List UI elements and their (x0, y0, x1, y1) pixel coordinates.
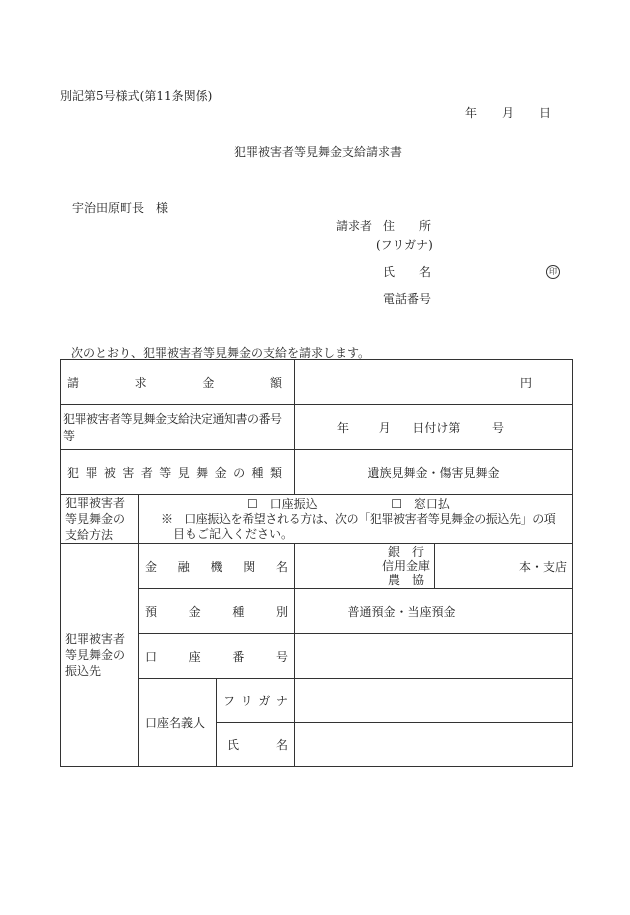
requester-address-label: 住 所 (383, 219, 432, 233)
account-input-cell[interactable] (295, 634, 573, 679)
date-day: 日 (539, 106, 552, 120)
holder-name-char: 氏 (227, 738, 240, 752)
amount-row (61, 360, 573, 405)
furigana-label-char: ガ (258, 694, 271, 708)
decision-year: 年 (337, 420, 350, 435)
branch-label: 本・支店 (519, 559, 568, 574)
amount-label-char: 額 (270, 375, 283, 390)
decision-label-cell (61, 405, 295, 450)
amount-label-char: 金 (202, 375, 215, 390)
seal-mark: 印 (546, 263, 560, 279)
dest-label-line: 犯罪被害者 (65, 632, 126, 646)
intro-text: 次のとおり、犯罪被害者等見舞金の支給を請求します。 (71, 346, 371, 360)
amount-label-cell (61, 360, 295, 405)
type-label-char: 等 (159, 465, 172, 480)
bank-type-agri: 農協 (388, 573, 437, 587)
type-label-char: 種 (251, 465, 264, 480)
form-number: 別記第5号様式(第11条関係) (60, 89, 213, 103)
type-label-char: の (233, 465, 246, 480)
method-row (61, 495, 573, 544)
bank-label-char: 名 (276, 559, 289, 574)
type-label-char: 罪 (85, 465, 98, 480)
method-note-line2: 目もご記入ください。 (173, 526, 294, 541)
bank-label-cell (139, 544, 295, 589)
transfer-option-label: 口座振込 (269, 496, 318, 511)
type-label-char: 者 (140, 465, 153, 480)
deposit-label-char: 別 (276, 604, 289, 619)
decision-month: 月 (378, 420, 391, 435)
account-label-char: 座 (188, 649, 201, 664)
type-label-char: 犯 (67, 465, 80, 480)
furigana-label-char: フ (223, 694, 236, 708)
deposit-label-cell (139, 589, 295, 634)
amount-label-char: 請 (67, 375, 80, 390)
bank-label-char: 機 (210, 559, 223, 574)
branch-cell[interactable] (435, 544, 573, 589)
type-value-cell[interactable] (295, 450, 573, 495)
type-label-char: 被 (103, 465, 116, 480)
holder-label-cell (139, 679, 217, 767)
claim-table (60, 359, 573, 767)
deposit-value: 普通預金・当座預金 (347, 604, 456, 619)
type-label-char: 舞 (196, 465, 209, 480)
dest-label-cell (61, 544, 139, 767)
requester-furigana-label: (フリガナ) (376, 238, 433, 252)
counter-checkbox[interactable]: ☐ (391, 496, 403, 511)
dest-label-line: 振込先 (65, 664, 102, 678)
type-label-char: 見 (177, 465, 190, 480)
decision-row (61, 405, 573, 450)
method-options-cell (139, 495, 573, 544)
bank-label-char: 金 (145, 559, 158, 574)
decision-day-no: 日付け第 (412, 420, 461, 435)
bank-type-cell[interactable] (295, 544, 435, 589)
decision-label: 犯罪被害者等見舞金支給決定通知書の番号等 (63, 412, 282, 443)
requester-label: 請求者 (336, 219, 373, 233)
deposit-label-char: 金 (188, 604, 201, 619)
method-label-line: 支給方法 (65, 528, 114, 542)
bank-row (61, 544, 573, 589)
deposit-label-char: 種 (232, 604, 245, 619)
date-month: 月 (502, 106, 515, 120)
decision-input-cell[interactable] (295, 405, 573, 450)
holder-furigana-label-cell (217, 679, 295, 723)
account-label-char: 口 (145, 649, 158, 664)
bank-type-bank: 銀行 (388, 545, 437, 559)
date-year: 年 (465, 106, 478, 120)
furigana-label-char: リ (240, 694, 253, 708)
requester-phone-label: 電話番号 (383, 292, 432, 306)
transfer-checkbox[interactable]: ☐ (247, 496, 258, 511)
deposit-value-cell[interactable] (295, 589, 573, 634)
decision-no-unit: 号 (492, 420, 505, 435)
type-label-char: 金 (214, 465, 227, 480)
requester-name-label: 氏 名 (383, 265, 432, 279)
method-label-line: 等見舞金の (65, 512, 126, 526)
holder-name-input-cell[interactable] (295, 723, 573, 767)
amount-input-cell[interactable] (295, 360, 573, 405)
holder-label: 口座名義人 (145, 716, 206, 730)
dest-label-line: 等見舞金の (65, 648, 126, 662)
bank-label-char: 関 (243, 559, 256, 574)
holder-name-label-cell (217, 723, 295, 767)
account-label-char: 番 (232, 649, 245, 664)
type-label-cell (61, 450, 295, 495)
holder-furigana-input-cell[interactable] (295, 679, 573, 723)
account-label-cell (139, 634, 295, 679)
amount-unit: 円 (520, 375, 533, 390)
bank-type-credit: 信用金庫 (382, 559, 431, 573)
type-value: 遺族見舞金・傷害見舞金 (367, 465, 500, 480)
amount-label-char: 求 (134, 375, 147, 390)
deposit-label-char: 預 (145, 604, 158, 619)
type-label-char: 類 (269, 465, 282, 480)
account-label-char: 号 (276, 649, 289, 664)
addressee: 宇治田原町長 様 (72, 201, 169, 215)
method-label-cell (61, 495, 139, 544)
counter-option-label: 窓口払 (413, 496, 450, 511)
holder-name-char: 名 (276, 738, 289, 752)
type-label-char: 害 (122, 465, 135, 480)
method-label-line: 犯罪被害者 (65, 496, 126, 510)
page-title: 犯罪被害者等見舞金支給請求書 (234, 145, 403, 159)
type-row (61, 450, 573, 495)
bank-label-char: 融 (177, 559, 190, 574)
method-note-line1: ※ 口座振込を希望される方は、次の「犯罪被害者等見舞金の振込先」の項 (161, 511, 556, 526)
furigana-label-char: ナ (276, 694, 289, 708)
